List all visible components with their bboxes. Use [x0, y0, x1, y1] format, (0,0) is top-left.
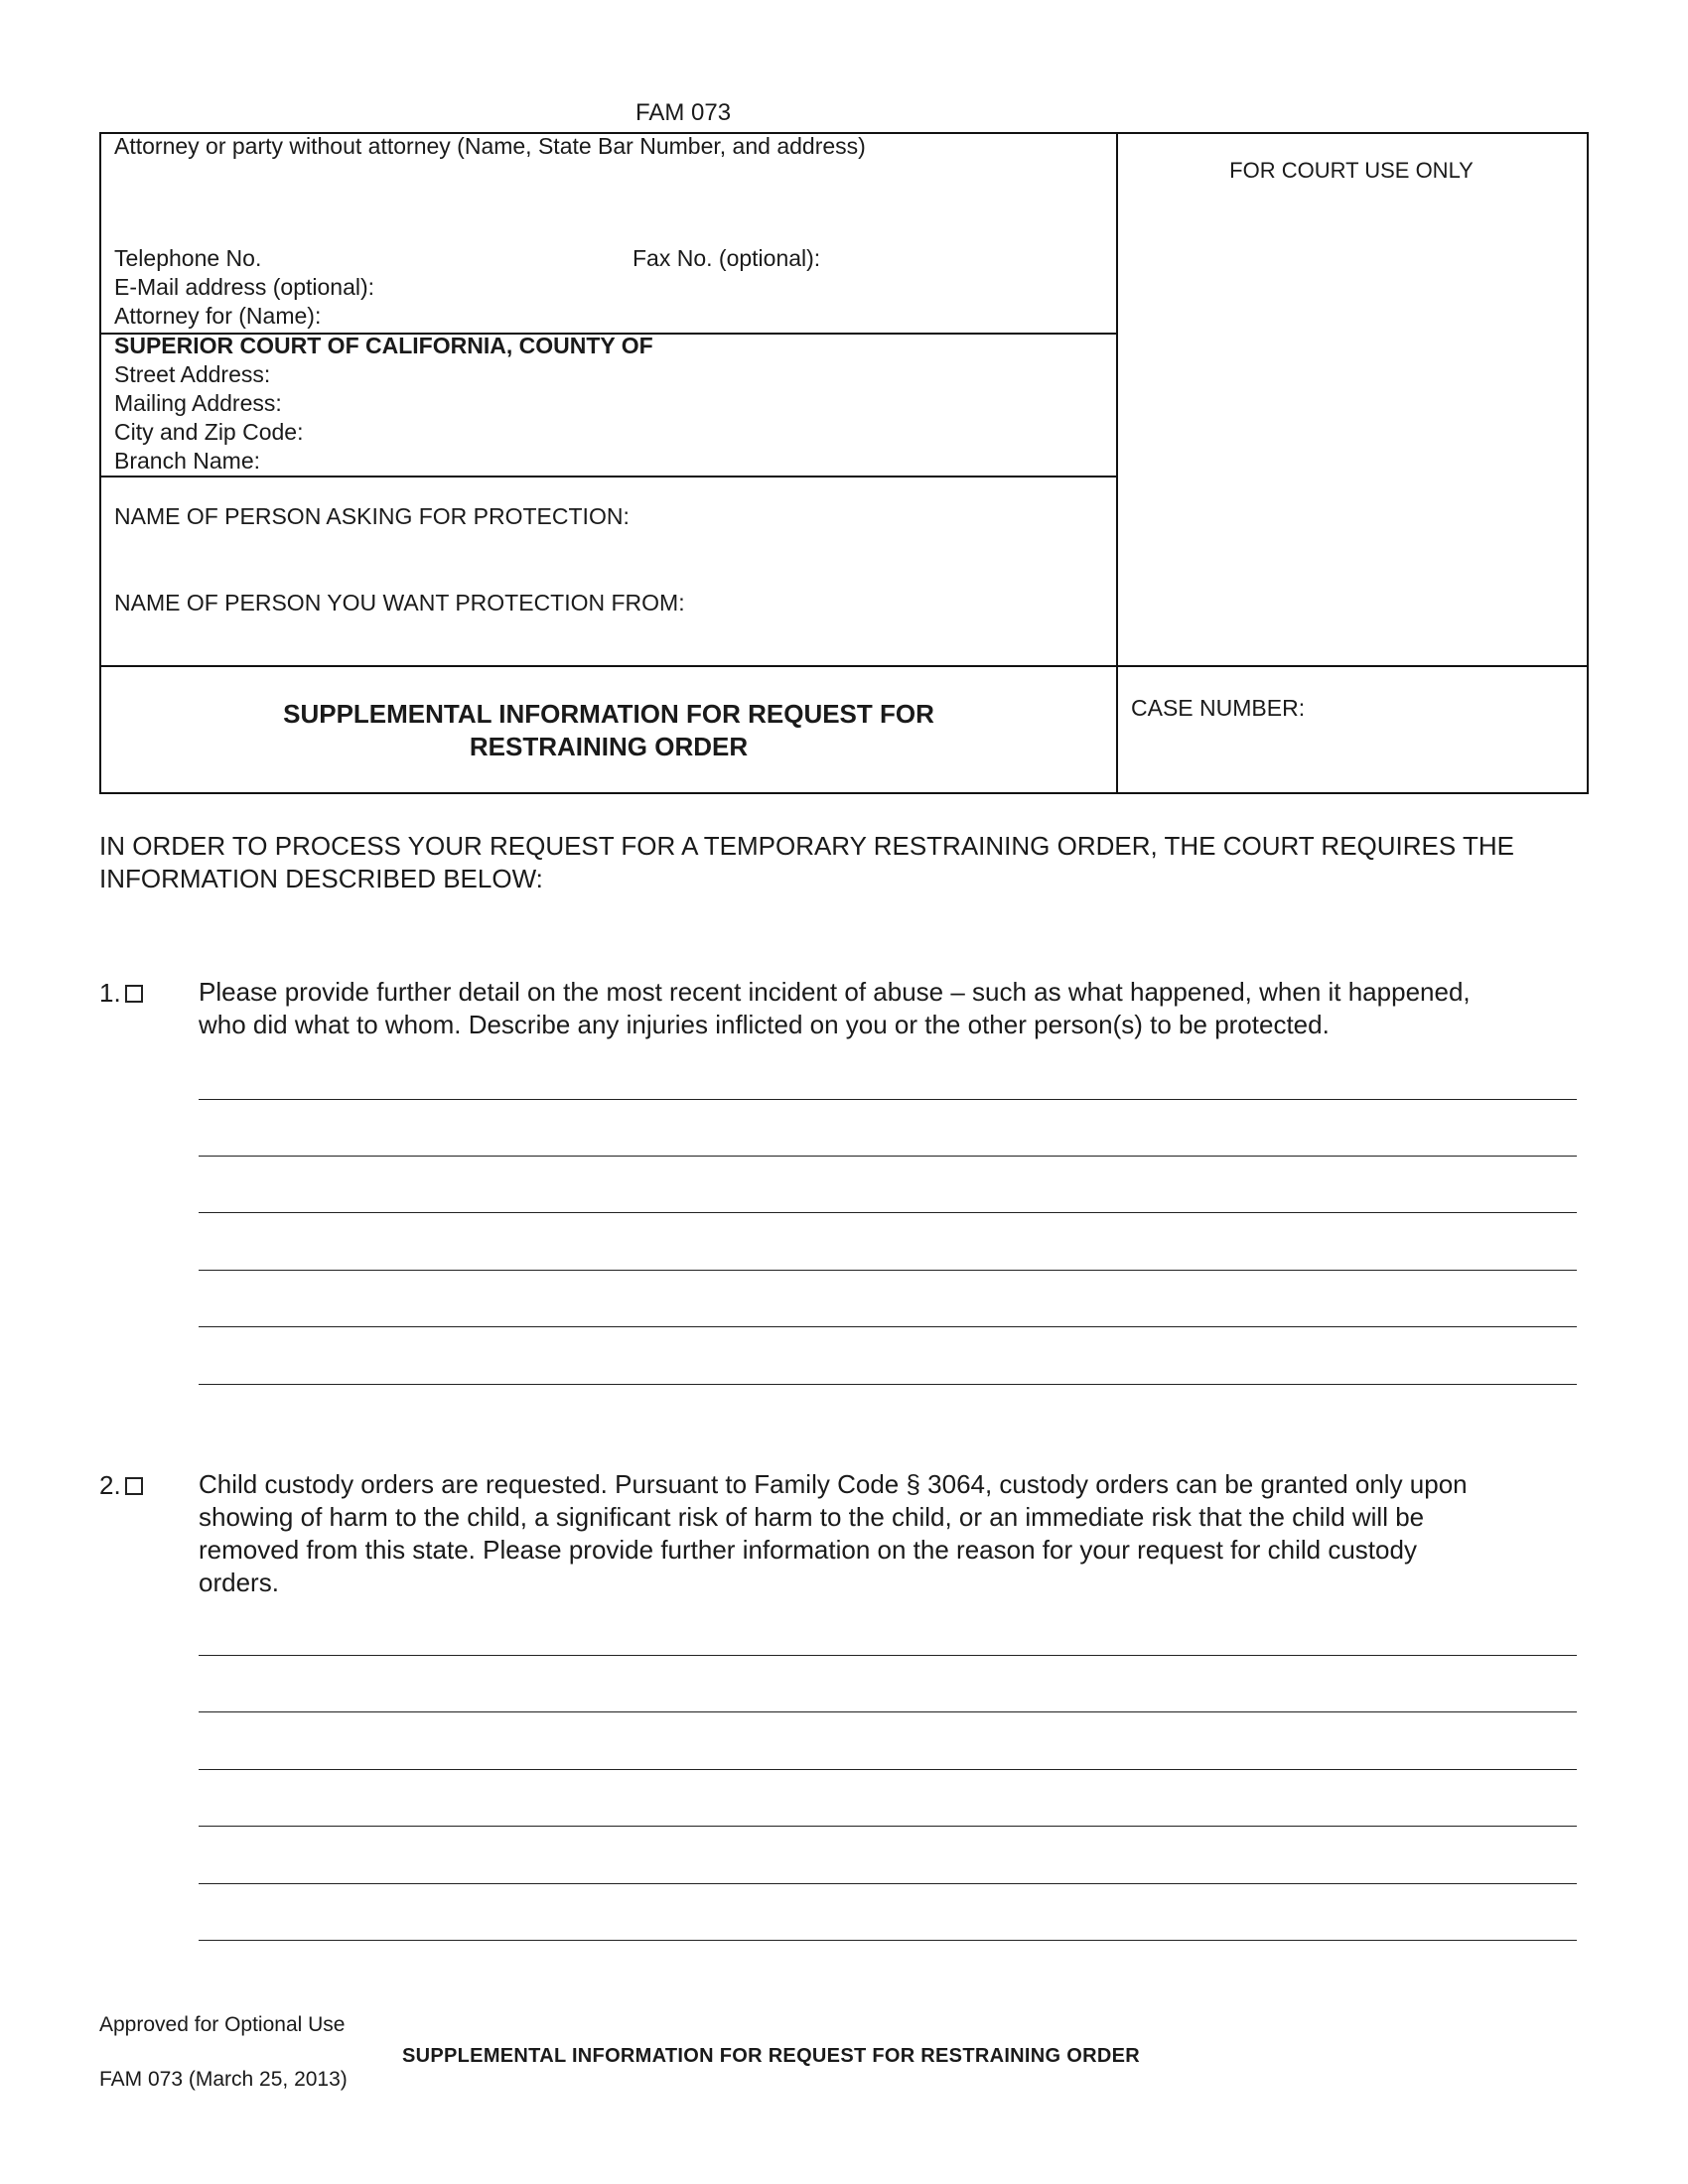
item-1-write-line[interactable] [199, 1099, 1577, 1100]
mailing-address-label: Mailing Address: [114, 390, 282, 416]
form-title-line1: SUPPLEMENTAL INFORMATION FOR REQUEST FOR [283, 699, 934, 729]
case-number-label: CASE NUMBER: [1131, 695, 1306, 721]
item-2-line: removed from this state. Please provide further information on the reason for your request for child custody [199, 1535, 1417, 1565]
fax-label: Fax No. (optional): [633, 245, 821, 271]
item-2-write-line[interactable] [199, 1883, 1577, 1884]
divider-title-row [101, 665, 1587, 667]
item-2-line: orders. [199, 1568, 279, 1597]
item-1-checkbox[interactable] [125, 985, 143, 1003]
item-1-line: Please provide further detail on the most recent incident of abuse – such as what happened, when it happened, [199, 977, 1471, 1007]
item-2-write-line[interactable] [199, 1711, 1577, 1712]
street-address-label: Street Address: [114, 361, 271, 387]
item-2-line: showing of harm to the child, a significant risk of harm to the child, or an immediate risk that the child will be [199, 1502, 1425, 1532]
item-1-number-text: 1. [99, 978, 121, 1008]
vertical-divider [1116, 134, 1118, 792]
item-2-write-line[interactable] [199, 1655, 1577, 1656]
item-1-write-line[interactable] [199, 1326, 1577, 1327]
footer-approved: Approved for Optional Use [99, 2013, 346, 2036]
item-1-line: who did what to whom. Describe any injuries inflicted on you or the other person(s) to be protected. [199, 1010, 1330, 1039]
item-2-number-text: 2. [99, 1470, 121, 1500]
telephone-label: Telephone No. [114, 245, 262, 271]
form-id: FAM 073 [635, 99, 732, 126]
item-1-write-line[interactable] [199, 1384, 1577, 1385]
footer-title: SUPPLEMENTAL INFORMATION FOR REQUEST FOR RESTRAINING ORDER [402, 2045, 1140, 2067]
respondent-label: NAME OF PERSON YOU WANT PROTECTION FROM: [114, 590, 685, 615]
email-label: E-Mail address (optional): [114, 274, 375, 300]
item-2-write-line[interactable] [199, 1940, 1577, 1941]
court-name: SUPERIOR COURT OF CALIFORNIA, COUNTY OF [114, 333, 653, 358]
item-2-write-line[interactable] [199, 1826, 1577, 1827]
footer-form-date: FAM 073 (March 25, 2013) [99, 2068, 348, 2091]
branch-name-label: Branch Name: [114, 448, 261, 474]
item-2-line: Child custody orders are requested. Pursuant to Family Code § 3064, custody orders can be granted only upon [199, 1469, 1468, 1499]
item-2-write-line[interactable] [199, 1769, 1577, 1770]
item-1-write-line[interactable] [199, 1270, 1577, 1271]
divider-court-parties [101, 476, 1116, 478]
item-1-write-line[interactable] [199, 1212, 1577, 1213]
attorney-label: Attorney or party without attorney (Name, State Bar Number, and address) [114, 133, 866, 159]
form-title-line2: RESTRAINING ORDER [469, 732, 749, 761]
item-1-number [99, 976, 143, 1010]
attorney-for-label: Attorney for (Name): [114, 303, 322, 329]
item-1-text [199, 976, 1471, 1041]
item-2-text [199, 1468, 1468, 1599]
item-2-checkbox[interactable] [125, 1477, 143, 1495]
form-title [101, 698, 1116, 763]
item-2-number [99, 1468, 143, 1502]
item-1-write-line[interactable] [199, 1156, 1577, 1157]
caption-box [99, 132, 1589, 794]
petitioner-label: NAME OF PERSON ASKING FOR PROTECTION: [114, 503, 630, 529]
city-zip-label: City and Zip Code: [114, 419, 304, 445]
intro-text: IN ORDER TO PROCESS YOUR REQUEST FOR A TEMPORARY RESTRAINING ORDER, THE COURT REQUIRES THE INFORMATION DESCRIBED BELOW: [99, 831, 1514, 893]
court-use-label: FOR COURT USE ONLY [1229, 158, 1474, 183]
